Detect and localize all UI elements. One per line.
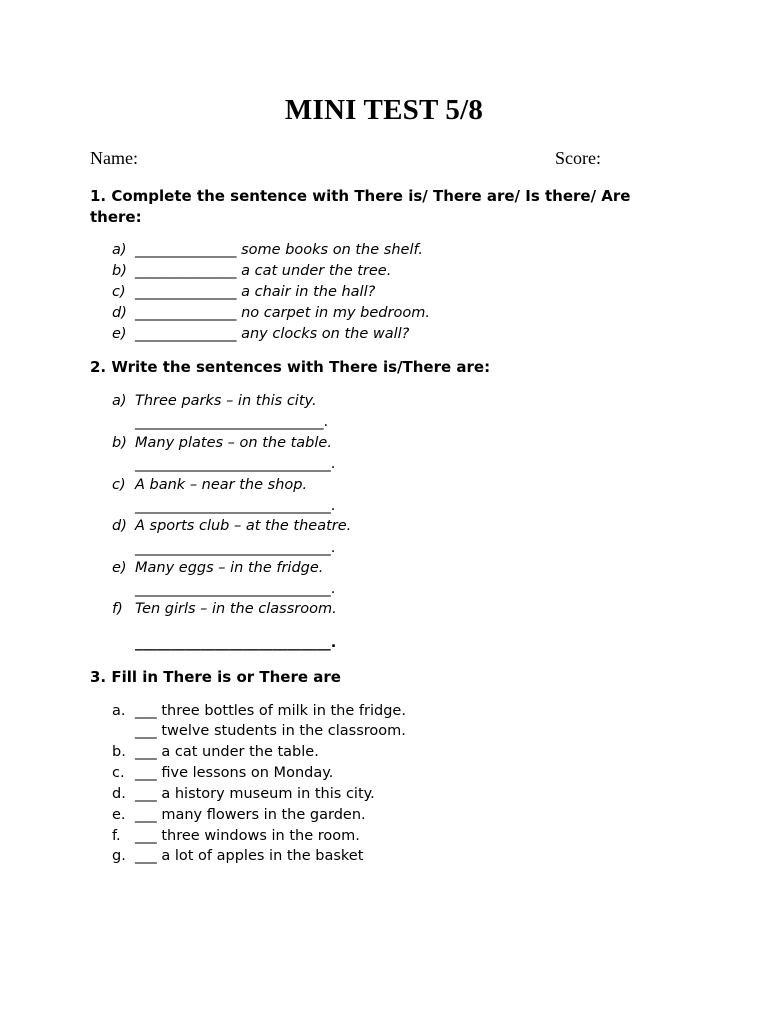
item-text: ___ a lot of apples in the basket <box>135 848 364 864</box>
section2-item <box>0 391 768 412</box>
section3-item <box>0 846 768 867</box>
section1-item <box>0 240 768 261</box>
answer-line: ___________________________. <box>135 498 336 514</box>
item-label: c. <box>112 765 125 781</box>
section3-item <box>0 826 768 847</box>
item-label: b) <box>112 263 127 279</box>
answer-line: __________________________. <box>135 414 329 430</box>
item-text: ___ a cat under the table. <box>135 744 319 760</box>
item-text: ______________ no carpet in my bedroom. <box>135 305 430 321</box>
item-label: d. <box>112 786 126 802</box>
section2-item <box>0 475 768 496</box>
section1-heading: 1. Complete the sentence with There is/ There are/ Is there/ Are there: <box>90 187 631 226</box>
answer-line: ___________________________. <box>135 635 337 651</box>
section3-item <box>0 805 768 826</box>
item-label: f) <box>112 601 123 617</box>
item-label: c) <box>112 284 126 300</box>
section3-item <box>0 721 768 742</box>
answer-line: ___________________________. <box>135 540 336 556</box>
item-label: d) <box>112 305 127 321</box>
item-label: d) <box>112 518 127 534</box>
item-text: ______________ any clocks on the wall? <box>135 326 410 342</box>
item-label: b) <box>112 435 127 451</box>
item-text: ___ three windows in the room. <box>135 828 360 844</box>
item-label: g. <box>112 848 126 864</box>
section3-item <box>0 763 768 784</box>
item-label: b. <box>112 744 126 760</box>
item-label: e) <box>112 326 127 342</box>
section2-item <box>0 433 768 454</box>
section1-item <box>0 282 768 303</box>
section3-item <box>0 701 768 722</box>
section2-item <box>0 558 768 579</box>
section1-item <box>0 261 768 282</box>
page-title: MINI TEST 5/8 <box>284 94 484 126</box>
item-text: Many eggs – in the fridge. <box>135 560 324 576</box>
item-text: ______________ some books on the shelf. <box>135 242 423 258</box>
item-text: A bank – near the shop. <box>135 477 308 493</box>
item-text: A sports club – at the theatre. <box>135 518 352 534</box>
answer-line: ___________________________. <box>135 456 336 472</box>
answer-line: ___________________________. <box>135 581 336 597</box>
section3-heading: 3. Fill in There is or There are <box>90 668 341 686</box>
score-label: Score: <box>555 148 601 168</box>
item-text: Ten girls – in the classroom. <box>135 601 337 617</box>
item-text: Many plates – on the table. <box>135 435 332 451</box>
item-text: ___ three bottles of milk in the fridge. <box>135 703 406 719</box>
item-text: ___ five lessons on Monday. <box>135 765 334 781</box>
item-label: a. <box>112 703 126 719</box>
section2-item <box>0 599 768 620</box>
section1-item <box>0 303 768 324</box>
section2-item <box>0 516 768 537</box>
name-label: Name: <box>90 148 138 168</box>
item-label: e. <box>112 807 126 823</box>
item-label: a) <box>112 242 127 258</box>
section3-item <box>0 742 768 763</box>
item-text: Three parks – in this city. <box>135 393 317 409</box>
item-label: c) <box>112 477 126 493</box>
item-text: ______________ a chair in the hall? <box>135 284 376 300</box>
item-text: ___ a history museum in this city. <box>135 786 375 802</box>
item-label: f. <box>112 828 121 844</box>
item-text: ___ many flowers in the garden. <box>135 807 366 823</box>
item-text: ___ twelve students in the classroom. <box>135 723 406 739</box>
item-label: e) <box>112 560 127 576</box>
item-text: ______________ a cat under the tree. <box>135 263 392 279</box>
item-label: a) <box>112 393 127 409</box>
section1-item <box>0 324 768 345</box>
section2-heading: 2. Write the sentences with There is/There are: <box>90 358 491 376</box>
section3-item <box>0 784 768 805</box>
